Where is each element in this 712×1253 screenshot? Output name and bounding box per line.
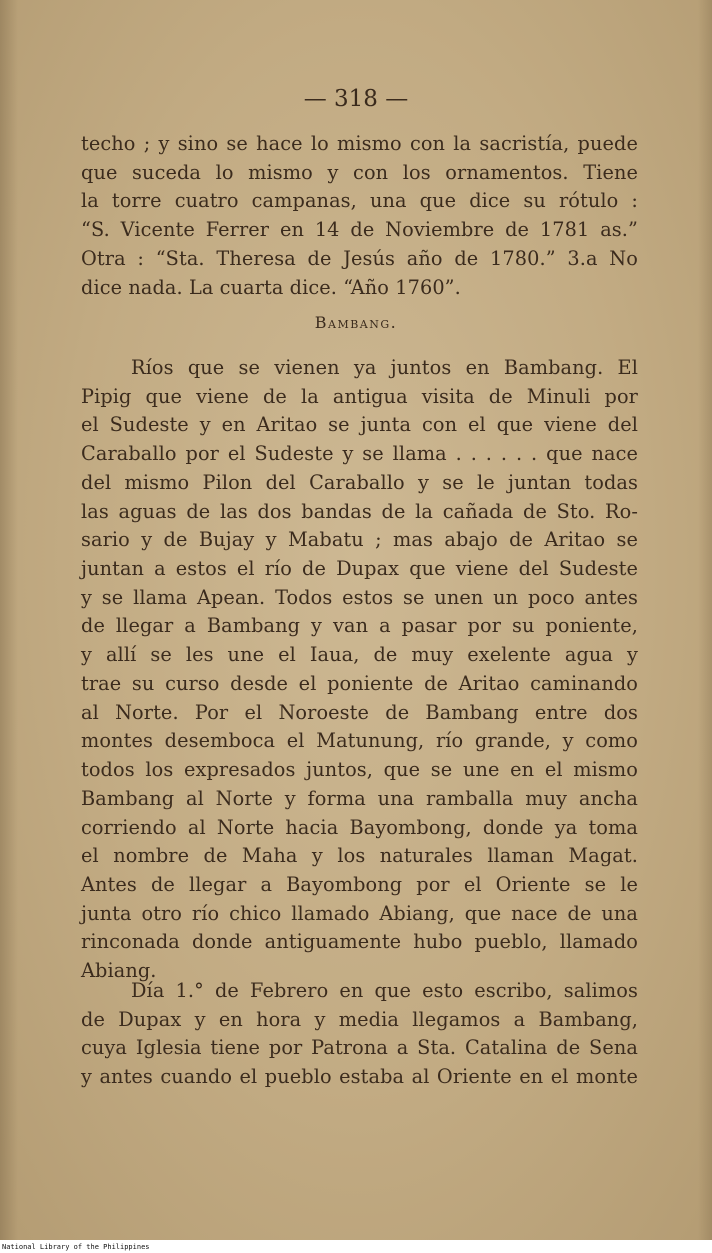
paragraph-dia: [81, 977, 638, 1092]
text-line: sario y de Bujay y Mabatu ; mas abajo de Aritao se: [81, 528, 638, 552]
text-line: todos los expresados juntos, que se une en el mismo: [81, 758, 638, 782]
text-line: y allí se les une el Iaua, de muy exelente agua y: [81, 643, 638, 667]
text-line: Abiang.: [81, 959, 157, 983]
text-line: junta otro río chico llamado Abiang, que nace de una: [81, 901, 638, 925]
text-line: de Dupax y en hora y media llegamos a Bambang,: [81, 1007, 638, 1031]
text-line: al Norte. Por el Noroeste de Bambang entre dos: [81, 700, 638, 724]
text-line: corriendo al Norte hacia Bayombong, donde ya toma: [81, 815, 638, 839]
text-line: el Sudeste y en Aritao se junta con el que viene del: [81, 413, 638, 437]
text-line: de llegar a Bambang y van a pasar por su poniente,: [81, 614, 638, 638]
library-watermark: National Library of the Philippines: [2, 1243, 150, 1251]
text-line: montes desemboca el Matunung, río grande, y como: [81, 729, 638, 753]
text-line: cuya Iglesia tiene por Patrona a Sta. Catalina de Sena: [81, 1036, 638, 1060]
text-line: Caraballo por el Sudeste y se llama . . . . . . que nace: [81, 442, 638, 466]
text-line: Antes de llegar a Bayombong por el Oriente se le: [81, 872, 638, 896]
text-line: Otra : “Sta. Theresa de Jesús año de 1780.” 3.a No: [81, 246, 638, 270]
text-line: Pipig que viene de la antigua visita de Minuli por: [81, 384, 638, 408]
text-line: “S. Vicente Ferrer en 14 de Noviembre de 1781 as.”: [81, 218, 638, 242]
paragraph-top: [81, 130, 638, 302]
text-line: dice nada. La cuarta dice. “Año 1760”.: [81, 275, 461, 299]
text-line: y antes cuando el pueblo estaba al Oriente en el monte: [81, 1065, 638, 1089]
text-line: el nombre de Maha y los naturales llaman Magat.: [81, 844, 638, 868]
text-line: la torre cuatro campanas, una que dice su rótulo :: [81, 189, 638, 213]
text-line: juntan a estos el río de Dupax que viene del Sudeste: [81, 557, 638, 581]
text-line: del mismo Pilon del Caraballo y se le juntan todas: [81, 470, 638, 494]
page-number: — 318 —: [303, 86, 409, 112]
text-line: Bambang al Norte y forma una ramballa muy ancha: [81, 786, 638, 810]
text-line: que suceda lo mismo y con los ornamentos. Tiene: [81, 160, 638, 184]
text-line: trae su curso desde el poniente de Aritao caminando: [81, 671, 638, 695]
text-line: rinconada donde antiguamente hubo pueblo, llamado: [81, 930, 638, 954]
text-line: Día 1.° de Febrero en que esto escribo, salimos: [131, 979, 638, 1002]
text-line: techo ; y sino se hace lo mismo con la sacristía, puede: [81, 132, 638, 155]
paragraph-rios: [81, 354, 638, 986]
section-heading: Bambang.: [314, 313, 398, 332]
text-line: las aguas de las dos bandas de la cañada de Sto. Ro-: [81, 499, 638, 523]
text-line: Ríos que se vienen ya juntos en Bambang. El: [131, 356, 638, 379]
text-line: y se llama Apean. Todos estos se unen un poco antes: [81, 585, 638, 609]
